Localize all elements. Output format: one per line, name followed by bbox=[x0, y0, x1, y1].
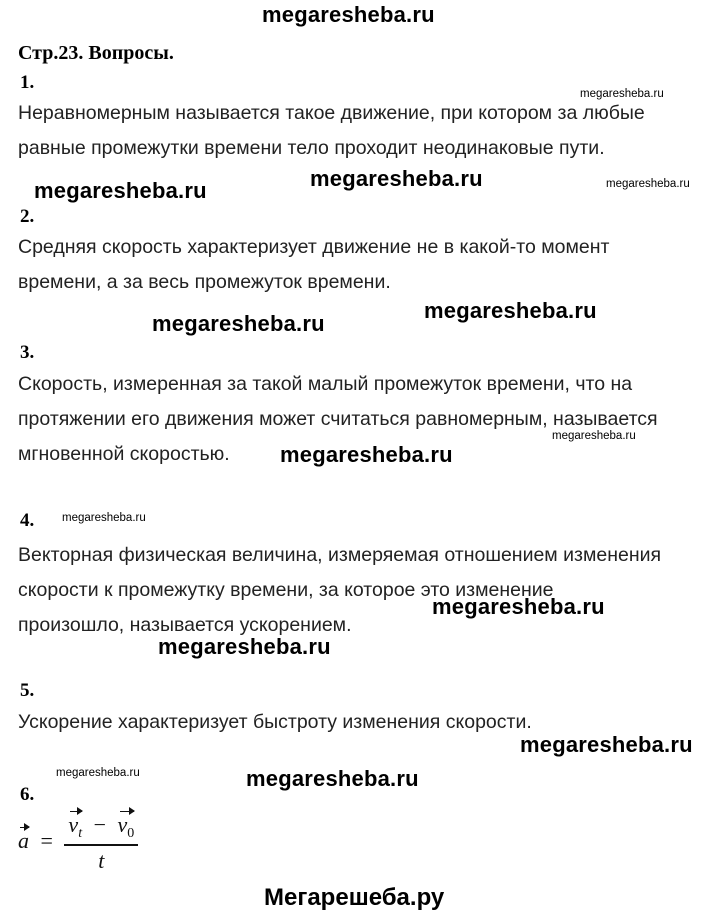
formula-numerator: $v_t - v_0$ bbox=[68, 812, 135, 841]
watermark-big: megaresheba.ru bbox=[34, 178, 207, 203]
question-6-number: 6. bbox=[20, 784, 35, 805]
answer-line: скорости к промежутку времени, за которое это изменение bbox=[18, 579, 554, 601]
watermark-big: megaresheba.ru bbox=[310, 166, 483, 191]
answer-line: произошло, называется ускорением. bbox=[18, 614, 352, 636]
answer-line: времени, а за весь промежуток времени. bbox=[18, 271, 391, 293]
watermark-small: megaresheba.ru bbox=[62, 512, 146, 524]
watermark-small: megaresheba.ru bbox=[606, 178, 690, 190]
page-title: Стр.23. Вопросы. bbox=[18, 42, 174, 64]
answer-line: Неравномерным называется такое движение, при котором за любые bbox=[18, 102, 645, 124]
answer-line: Средняя скорость характеризует движение не в какой-то момент bbox=[18, 236, 610, 258]
watermark-big: megaresheba.ru bbox=[246, 766, 419, 791]
question-4-text bbox=[18, 538, 661, 643]
watermark-big: megaresheba.ru bbox=[424, 298, 597, 323]
answer-line: равные промежутки времени тело проходит неодинаковые пути. bbox=[18, 137, 605, 159]
footer-site-name: Мегарешеба.ру bbox=[264, 884, 445, 911]
question-1-text bbox=[18, 96, 645, 166]
question-2-text bbox=[18, 230, 609, 300]
watermark-big: megaresheba.ru bbox=[158, 634, 331, 659]
vector-vt: $v_t$ bbox=[68, 812, 83, 841]
question-4-number: 4. bbox=[20, 510, 35, 531]
answer-line: мгновенной скоростью. bbox=[18, 443, 230, 465]
question-5-number: 5. bbox=[20, 680, 35, 701]
question-5-text bbox=[18, 705, 532, 740]
answer-line: Векторная физическая величина, измеряемая отношением изменения bbox=[18, 544, 662, 566]
formula-denominator: t bbox=[98, 847, 105, 873]
vector-v0: $v_0$ bbox=[117, 812, 135, 841]
watermark-big: megaresheba.ru bbox=[152, 311, 325, 336]
watermark-big: megaresheba.ru bbox=[520, 732, 693, 757]
acceleration-formula: a = $\frac{v_t - v_0}{t}$ bbox=[18, 812, 138, 874]
vector-a: a bbox=[18, 827, 29, 853]
watermark-top: megaresheba.ru bbox=[262, 2, 435, 27]
answer-line: Скорость, измеренная за такой малый промежуток времени, что на bbox=[18, 373, 633, 395]
question-3-number: 3. bbox=[20, 342, 35, 363]
answer-line: протяжении его движения может считаться равномерным, называется bbox=[18, 408, 658, 430]
watermark-small: megaresheba.ru bbox=[552, 430, 636, 442]
watermark-big: megaresheba.ru bbox=[432, 594, 605, 619]
formula-fraction bbox=[64, 812, 138, 874]
watermark-small: megaresheba.ru bbox=[580, 88, 664, 100]
question-1-number: 1. bbox=[20, 72, 35, 93]
question-2-number: 2. bbox=[20, 206, 35, 227]
watermark-big: megaresheba.ru bbox=[280, 442, 453, 467]
answer-line: Ускорение характеризует быстроту изменения скорости. bbox=[18, 711, 532, 733]
watermark-small: megaresheba.ru bbox=[56, 767, 140, 779]
